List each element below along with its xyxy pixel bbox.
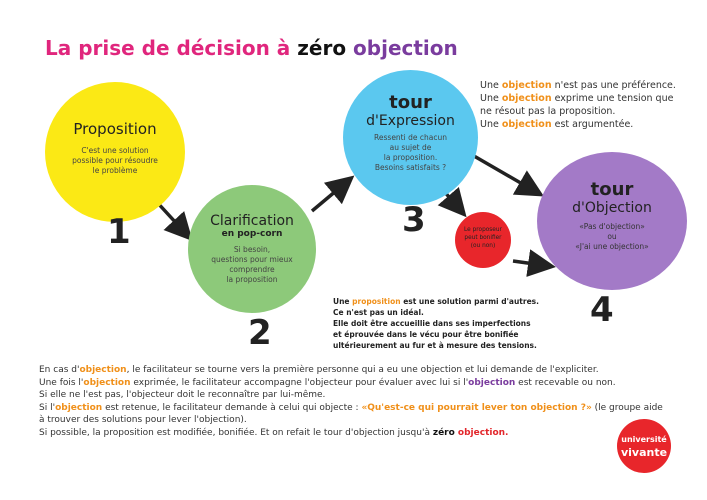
desc-line: Besoins satisfaits ? — [374, 163, 447, 172]
proposition-definition-note — [333, 296, 539, 351]
desc-line: ou — [607, 232, 617, 241]
step-clarification-heading: Clarification — [210, 213, 294, 229]
note-line: ne résout pas la proposition. — [480, 106, 616, 117]
step-expression-text — [343, 93, 478, 173]
step-objection-text — [537, 180, 687, 252]
note-line: Une objection n'est pas une préférence. — [480, 80, 676, 91]
title-part2: zéro — [297, 36, 347, 60]
step-objection-desc — [537, 222, 687, 252]
note-line: et éprouvée dans le vécu pour être bonifiée — [333, 330, 519, 339]
title-part3: objection — [346, 36, 458, 60]
explanation-line: à trouver des solutions pour lever l'objection). — [39, 415, 247, 425]
bonify-text — [455, 226, 511, 250]
step-proposition-heading: Proposition — [73, 120, 157, 138]
step-clarification-text — [188, 213, 316, 285]
logo-line2: vivante — [620, 446, 668, 459]
desc-line: le problème — [92, 166, 138, 175]
universite-vivante-logo — [617, 419, 671, 473]
note-line: Une proposition est une solution parmi d'autres. — [333, 297, 539, 306]
step-expression-desc — [343, 133, 478, 173]
desc-line: la proposition. — [383, 153, 438, 162]
step-proposition-desc — [45, 146, 185, 176]
step-number-4: 4 — [590, 290, 614, 330]
desc-line: possible pour résoudre — [72, 156, 158, 165]
step-expression-heading-top: tour — [389, 92, 432, 113]
step-clarification-desc — [188, 245, 316, 285]
desc-line: comprendre — [229, 265, 275, 274]
step-objection-heading: d'Objection — [572, 200, 652, 216]
note-line: Ce n'est pas un idéal. — [333, 308, 424, 317]
explanation-line: Si l'objection est retenue, le facilitateur demande à celui qui objecte : «Qu'est-ce qui pourrait lever ton objection ?» (le groupe aide — [39, 402, 663, 413]
arrow-3-4 — [474, 156, 538, 193]
explanation-line: Si elle ne l'est pas, l'objecteur doit le reconnaître par lui-même. — [39, 390, 326, 400]
step-clarification-subheading: en pop-corn — [221, 229, 283, 239]
arrow-2-3 — [312, 180, 349, 211]
step-objection-heading-top: tour — [590, 179, 634, 200]
note-line: Elle doit être accueillie dans ses imperfections — [333, 319, 531, 328]
desc-line: C'est une solution — [81, 146, 149, 155]
title-part1: La prise de décision à — [45, 36, 298, 60]
note-line: Une objection exprime une tension que — [480, 93, 674, 104]
explanation-line: Si possible, la proposition est modifiée, bonifiée. Et on refait le tour d'objection jusqu'à zéro objection. — [39, 427, 509, 438]
arrow-red-4 — [513, 261, 549, 266]
step-number-3: 3 — [402, 200, 426, 240]
step-expression-heading: d'Expression — [366, 113, 455, 129]
step-number-2: 2 — [248, 313, 272, 353]
desc-line: Ressenti de chacun — [374, 133, 447, 142]
note-line: Une objection est argumentée. — [480, 119, 634, 130]
bonify-line: peut bonifier — [464, 235, 502, 241]
objection-definition-note — [480, 79, 676, 131]
desc-line: «J'ai une objection» — [575, 242, 649, 251]
explanation-line: En cas d'objection, le facilitateur se tourne vers la première personne qui a eu une objection et lui demande de l'expliciter. — [39, 365, 599, 375]
desc-line: «Pas d'objection» — [579, 222, 645, 231]
desc-line: questions pour mieux — [211, 255, 293, 264]
step-number-1: 1 — [107, 212, 131, 252]
bonify-line: Le proposeur — [464, 227, 502, 233]
note-line: ultérieurement au fur et à mesure des tensions. — [333, 341, 537, 350]
process-explanation — [39, 364, 663, 439]
desc-line: la proposition — [226, 275, 278, 284]
logo-line1: université — [621, 435, 667, 444]
desc-line: au sujet de — [389, 143, 432, 152]
explanation-line: Une fois l'objection exprimée, le facilitateur accompagne l'objecteur pour évaluer avec lui si l'objection est recevable ou non. — [39, 377, 616, 388]
step-proposition-text — [45, 120, 185, 176]
bonify-line: (ou non) — [470, 243, 496, 249]
desc-line: Si besoin, — [233, 245, 271, 254]
